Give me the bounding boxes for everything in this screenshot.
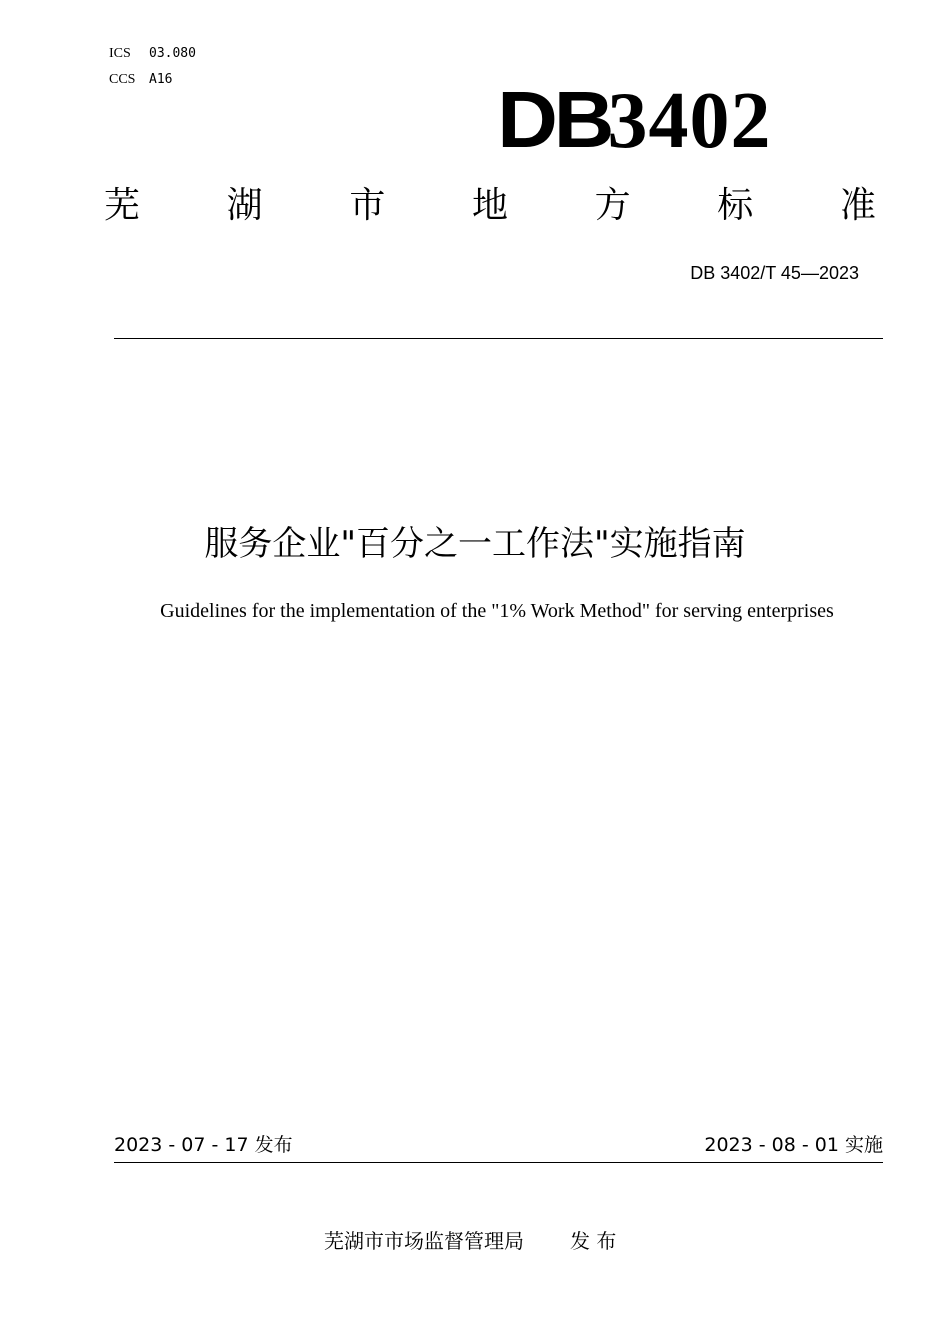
- header-char: 芜: [104, 185, 141, 226]
- ics-value: 03.080: [149, 46, 196, 61]
- db-letters: DB: [497, 75, 611, 164]
- header-title: [104, 184, 876, 228]
- publisher-name: 芜湖市市场监督管理局: [324, 1229, 524, 1253]
- header-char: 方: [594, 185, 631, 226]
- header-char: 标: [717, 185, 754, 226]
- ccs-value: A16: [149, 72, 173, 87]
- publisher-action: 发 布: [570, 1229, 617, 1253]
- document-title-english: Guidelines for the implementation of the "1% Work Method" for serving enterprises: [160, 600, 834, 622]
- document-title: 服务企业"百分之一工作法"实施指南: [204, 524, 746, 564]
- ccs-row: [109, 72, 172, 88]
- header-char: 准: [839, 185, 876, 226]
- implementation-date: 2023 - 08 - 01 实施: [704, 1134, 883, 1156]
- bottom-divider: [114, 1162, 883, 1163]
- top-divider: [114, 338, 883, 339]
- publisher-line: [324, 1228, 616, 1254]
- header-char: 地: [471, 185, 508, 226]
- db-standard-mark: [497, 75, 772, 165]
- header-char: 湖: [226, 185, 263, 226]
- standard-number: DB 3402/T 45—2023: [690, 263, 859, 283]
- ics-label: ICS: [109, 46, 131, 61]
- db-code: 3402: [607, 77, 772, 165]
- issue-date: 2023 - 07 - 17 发布: [114, 1134, 293, 1156]
- ccs-label: CCS: [109, 72, 136, 87]
- header-char: 市: [349, 185, 386, 226]
- ics-row: [109, 46, 196, 62]
